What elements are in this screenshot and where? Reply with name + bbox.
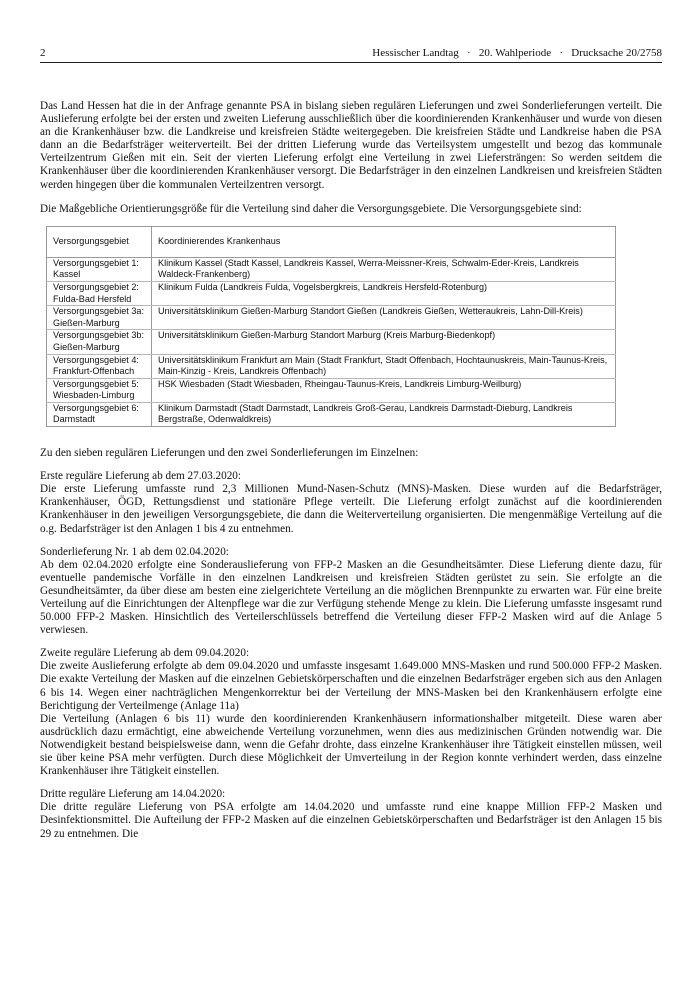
supply-area-cell: Versorgungsgebiet 3a: Gießen-Marburg — [47, 306, 152, 330]
supply-area-cell: Versorgungsgebiet 6: Darmstadt — [47, 402, 152, 426]
table-row — [47, 378, 616, 402]
details-intro: Zu den sieben regulären Lieferungen und den zwei Sonderlieferungen im Einzelnen: — [40, 447, 419, 460]
section-heading-delivery-2: Zweite reguläre Lieferung ab dem 09.04.2020: — [40, 647, 250, 660]
section-heading-delivery-1: Erste reguläre Lieferung ab dem 27.03.2020: — [40, 470, 241, 483]
page-number: 2 — [40, 47, 46, 59]
section-heading-delivery-3: Dritte reguläre Lieferung am 14.04.2020: — [40, 788, 226, 801]
supply-area-table — [46, 226, 616, 427]
orientation-paragraph: Die Maßgebliche Orientierungsgröße für die Verteilung sind daher die Versorgungsgebiete. Die Versorgungsgebiete sind: — [40, 202, 582, 215]
hospital-cell: HSK Wiesbaden (Stadt Wiesbaden, Rheingau-Taunus-Kreis, Landkreis Limburg-Weilburg) — [152, 378, 616, 402]
section-paragraph: Ab dem 02.04.2020 erfolgte eine Sonderauslieferung von FFP-2 Masken an die Gesundheitsämter. Diese Lieferung diente dazu, für eventuelle pandemische Vorfälle in den einzelnen Landkreisen und kreisfreien Städten gerüstet zu sein. Sie erfolgte an die Gesundheitsämter, da über diese am besten eine zielgerichtete Verteilung an die möglichen Brennpunkte zu erwarten war. Für eine breite Verteilung auf die Einrichtungen der Altenpflege war die zur Verfügung stehende Menge zu klein. Die Lieferung umfasste insgesamt rund 50.000 FFP-2 Masken. Hinsichtlich des Verteilerschlüssels betreffend die Verteilung dieser FFP-2 Masken wird auf die Anlage 5 verwiesen. — [40, 558, 662, 637]
hospital-cell: Universitätsklinikum Gießen-Marburg Standort Gießen (Landkreis Gießen, Wetteraukreis, Lahn-Dill-Kreis) — [152, 306, 616, 330]
table-row — [47, 330, 616, 354]
table-row — [47, 306, 616, 330]
column-header-area: Versorgungsgebiet — [47, 226, 152, 257]
section-paragraph: Die zweite Auslieferung erfolgte ab dem 09.04.2020 und umfasste insgesamt 1.649.000 MNS-Masken und rund 500.000 FFP-2 Masken. Die exakte Verteilung der Masken auf die einzelnen Gebietskörperschaften und die einzelnen Bedarfsträger ergeben sich aus den Anlagen 6 bis 14. Wegen einer nachträglichen Mengenkorrektur bei der Verteilung der MNS-Masken bei den Krankenhäusern erfolgte eine Berichtigung der Verteilmenge (Anlage 11a) — [40, 660, 662, 712]
table-header-row — [47, 226, 616, 257]
supply-area-cell: Versorgungsgebiet 2: Fulda-Bad Hersfeld — [47, 281, 152, 305]
table-row — [47, 257, 616, 281]
hospital-cell: Universitätsklinikum Gießen-Marburg Standort Marburg (Kreis Marburg-Biedenkopf) — [152, 330, 616, 354]
table-row — [47, 354, 616, 378]
section-paragraph: Die Verteilung (Anlagen 6 bis 11) wurde den koordinierenden Krankenhäusern informationshalber mitgeteilt. Diese waren aber ausdrücklich dazu ermächtigt, eine abweichende Verteilung vorzunehmen, wenn dies aus medizinischen Gründen notwendig war. Die Notwendigkeit bestand beispielsweise dann, wenn die Gefahr drohte, dass einzelne Krankenhäuser ihre Tätigkeit einstellen müssen, weil sie über keine PSA mehr verfügten. Durch diese Möglichkeit der Umverteilung in der Region konnte verhindert werden, dass einzelne Krankenhäuser ihre Tätigkeit einstellen. — [40, 712, 662, 778]
supply-area-cell: Versorgungsgebiet 1: Kassel — [47, 257, 152, 281]
section-heading-special-1: Sonderlieferung Nr. 1 ab dem 02.04.2020: — [40, 545, 229, 558]
header-meta: Hessischer Landtag · 20. Wahlperiode · Drucksache 20/2758 — [372, 47, 662, 59]
document-body — [40, 100, 662, 841]
table-row — [47, 281, 616, 305]
table-row — [47, 402, 616, 426]
section-paragraph: Die dritte reguläre Lieferung von PSA erfolgte am 14.04.2020 und umfasste rund eine knappe Million FFP-2 Masken und Desinfektionsmittel. Die Aufteilung der FFP-2 Masken auf die einzelnen Gebietskörperschaften und Bedarfsträger ist den Anlagen 15 bis 29 zu entnehmen. Die — [40, 801, 662, 840]
hospital-cell: Klinikum Darmstadt (Stadt Darmstadt, Landkreis Groß-Gerau, Landkreis Darmstadt-Dieburg, Landkreis Bergstraße, Odenwaldkreis) — [152, 402, 616, 426]
page-header — [40, 46, 662, 60]
section-paragraph: Die erste Lieferung umfasste rund 2,3 Millionen Mund-Nasen-Schutz (MNS)-Masken. Diese wurden auf die Bedarfsträger, Krankenhäuser, ÖGD, Rettungsdienst und stationäre Pflege verteilt. Die Lieferung erfolgt zunächst auf die koordinierenden Krankenhäuser in den jeweiligen Versorgungsgebiete, die dann die Weiterverteilung organisierten. Die mengenmäßige Verteilung auf die o.g. Bedarfsträger ist den Anlagen 1 bis 4 zu entnehmen. — [40, 483, 662, 535]
intro-paragraph: Das Land Hessen hat die in der Anfrage genannte PSA in bislang sieben regulären Lieferungen und zwei Sonderlieferungen verteilt. Die Auslieferung erfolgte bei der ersten und zweiten Lieferung ausschließlich über die koordinierenden Krankenhäuser und wurde von diesen an die Krankenhäuser bzw. die Landkreise und kreisfreien Städte weitergegeben. Die kreisfreien Städte und Landkreise haben die PSA dann an die Bedarfsträger weiterverteilt. Bei der dritten Lieferung wurde das Verteilsystem umgestellt und bezog das kommunale Verteilzentrum Gießen mit ein. Seit der vierten Lieferung erfolgt eine Verteilung in zwei Liefersträngen: So werden seitdem die Krankenhäuser über die koordinierenden Krankenhäuser versorgt. Die Bedarfsträger in den einzelnen Landkreisen und kreisfreien Städten werden hingegen über die kommunalen Verteilzentren versorgt. — [40, 100, 662, 191]
supply-area-cell: Versorgungsgebiet 5: Wiesbaden-Limburg — [47, 378, 152, 402]
hospital-cell: Klinikum Fulda (Landkreis Fulda, Vogelsbergkreis, Landkreis Hersfeld-Rotenburg) — [152, 281, 616, 305]
header-rule — [40, 62, 662, 63]
supply-area-cell: Versorgungsgebiet 4: Frankfurt-Offenbach — [47, 354, 152, 378]
column-header-hospital: Koordinierendes Krankenhaus — [152, 226, 616, 257]
supply-area-cell: Versorgungsgebiet 3b: Gießen-Marburg — [47, 330, 152, 354]
hospital-cell: Universitätsklinikum Frankfurt am Main (Stadt Frankfurt, Stadt Offenbach, Hochtaunuskreis, Main-Taunus-Kreis, Main-Kinzig - Kreis, Landkreis Offenbach) — [152, 354, 616, 378]
hospital-cell: Klinikum Kassel (Stadt Kassel, Landkreis Kassel, Werra-Meissner-Kreis, Schwalm-Eder-Kreis, Landkreis Waldeck-Frankenberg) — [152, 257, 616, 281]
